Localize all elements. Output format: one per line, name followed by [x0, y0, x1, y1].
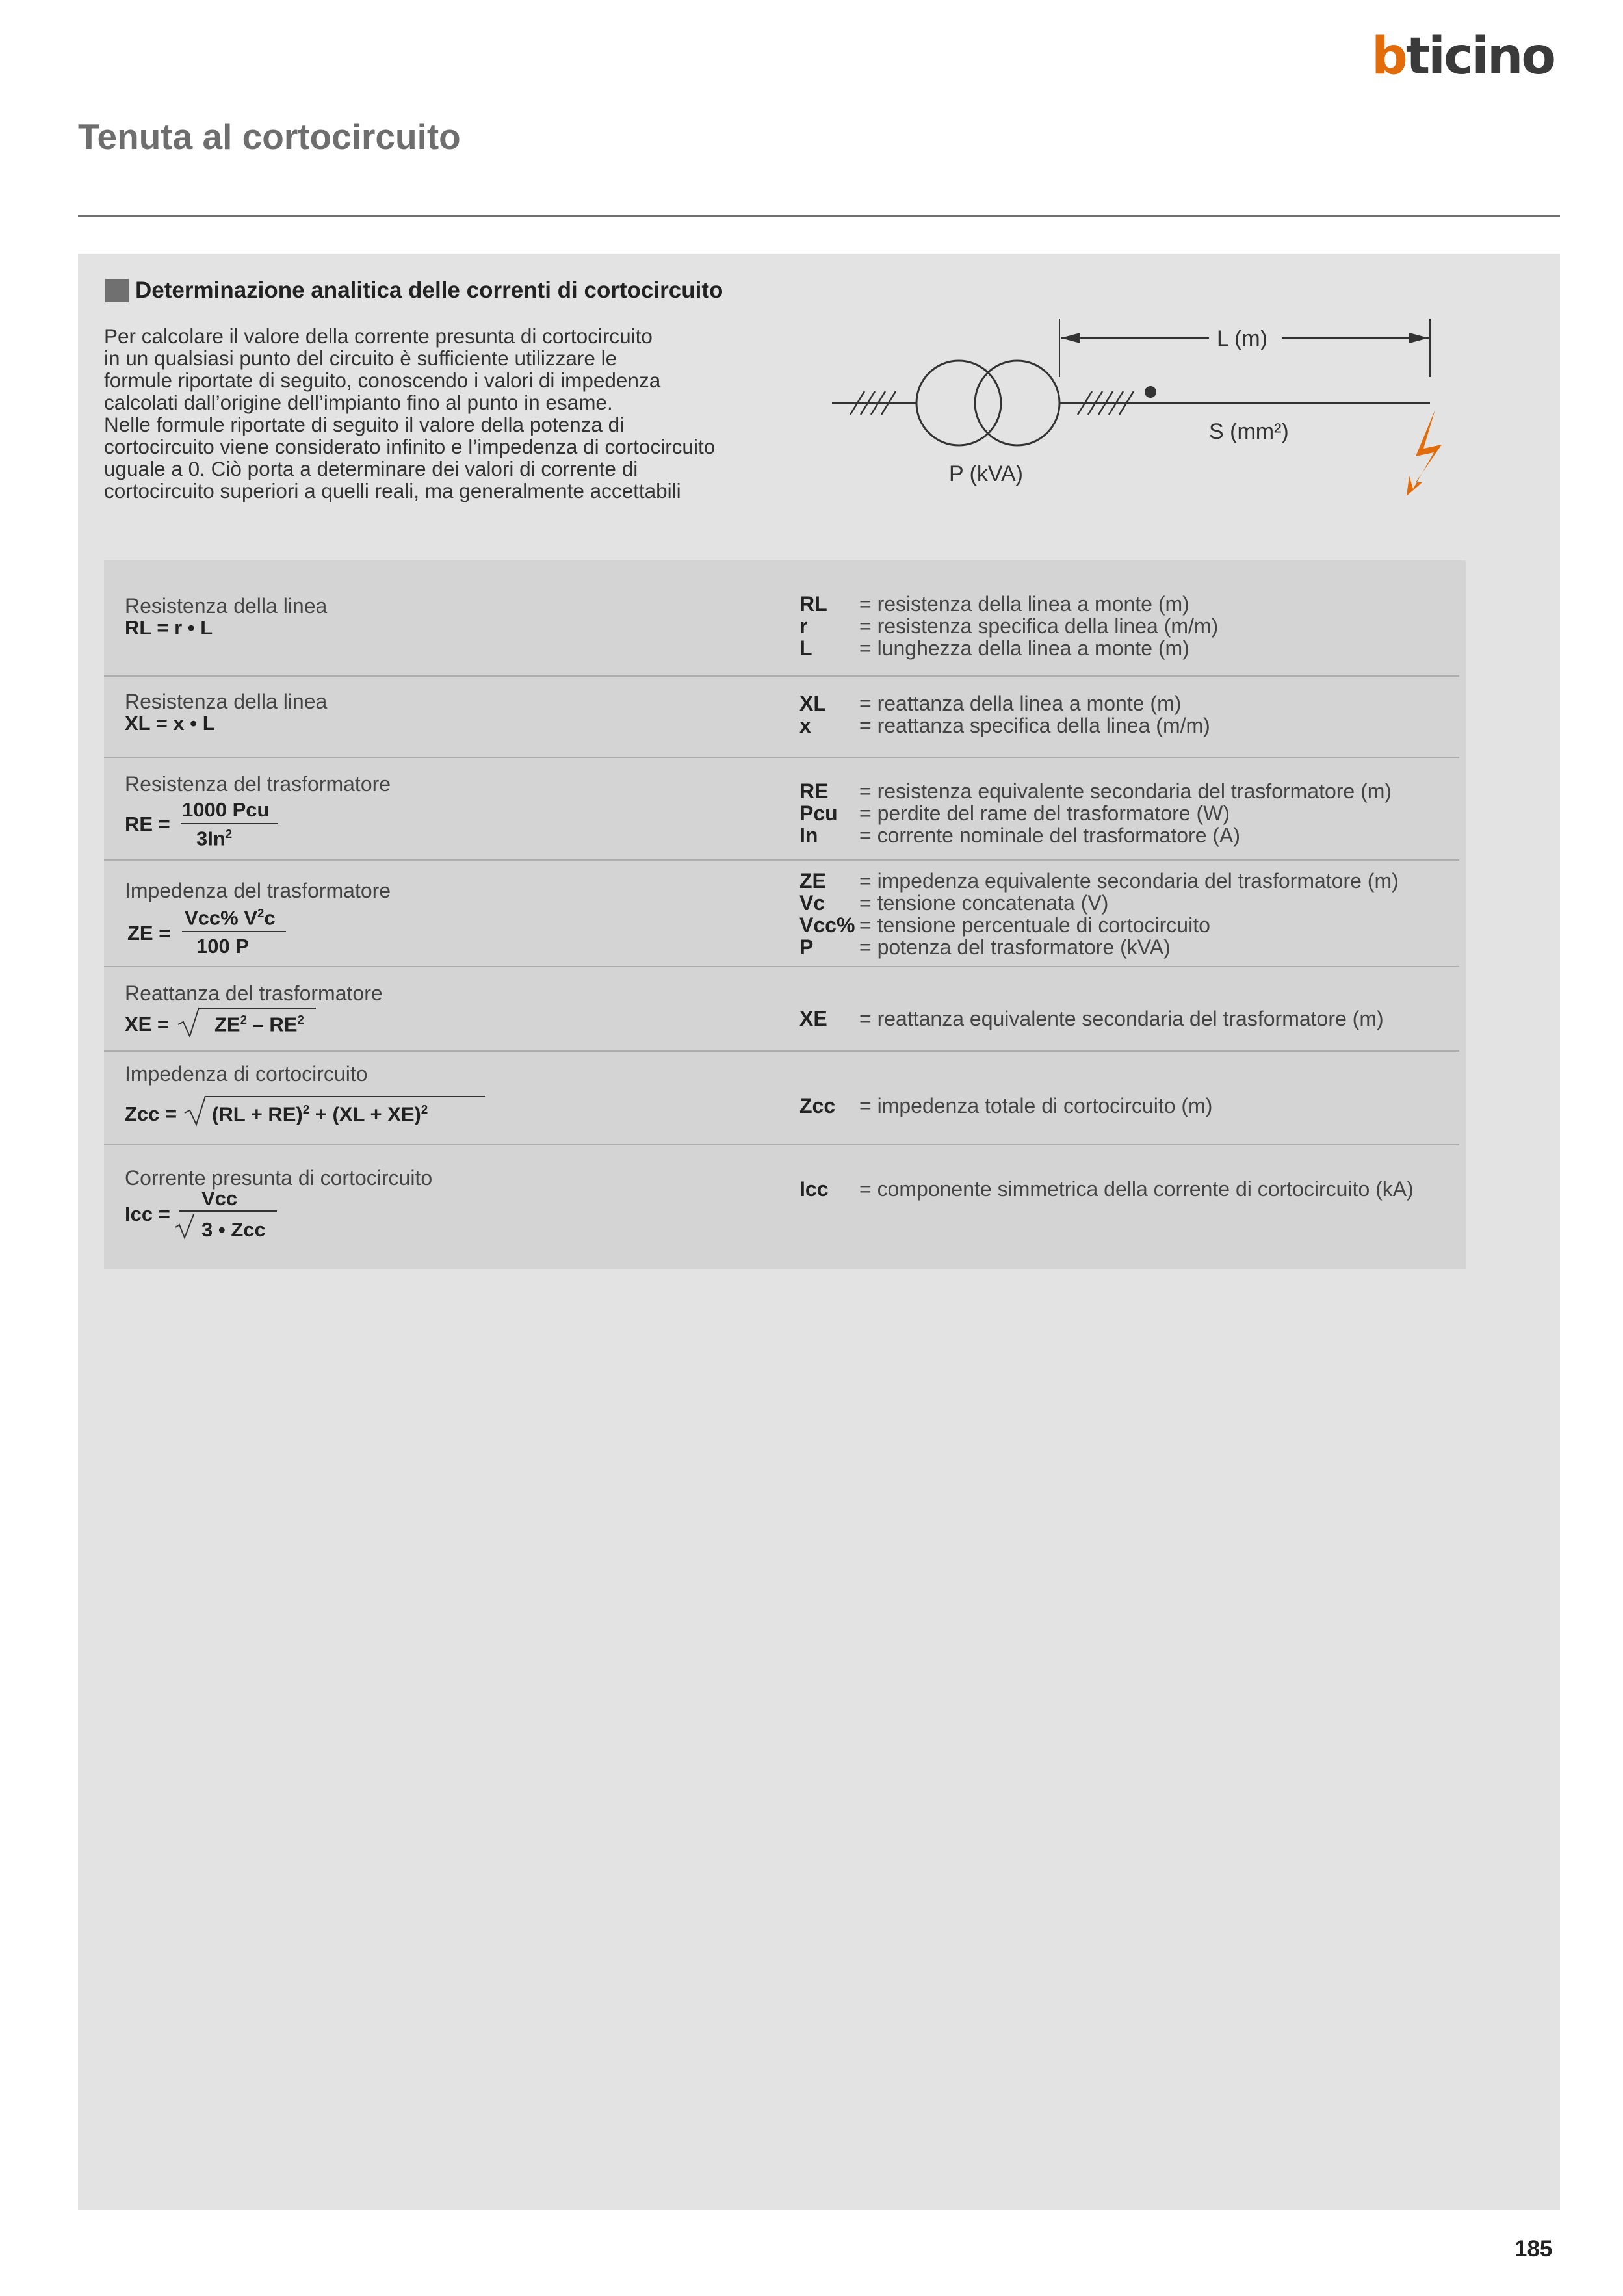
definition: = potenza del trasformatore (kVA) — [859, 935, 1171, 959]
definitions — [799, 1095, 1212, 1117]
intro-line: formule riportate di seguito, conoscendo i valori di impedenza — [104, 369, 661, 392]
symbol: RE — [799, 779, 829, 803]
symbol: P — [799, 935, 814, 959]
formula-lhs: Zcc = — [125, 1102, 177, 1125]
symbol: ZE — [799, 869, 826, 893]
formula-label: Resistenza del trasformatore — [125, 772, 391, 796]
formula-lhs: Icc = — [125, 1203, 170, 1225]
symbol: L — [799, 636, 812, 660]
intro-paragraph — [104, 325, 806, 502]
fraction-bar — [181, 823, 278, 824]
intro-line: uguale a 0. Ciò porta a determinare dei valori di corrente di — [104, 457, 638, 480]
circuit-diagram — [819, 312, 1469, 501]
formula-label: Resistenza della linea — [125, 594, 328, 618]
definition: = resistenza specifica della linea (m/m) — [859, 614, 1219, 638]
formula-lhs: RE = — [125, 813, 170, 835]
radicand: $ZE^2 - RE^2$ — [214, 1013, 304, 1036]
section-heading — [105, 278, 723, 304]
fraction-numerator: Vcc% $V^2c$ — [185, 906, 276, 930]
definitions — [799, 692, 1210, 737]
formula-label: Reattanza del trasformatore — [125, 982, 383, 1005]
table-row — [104, 1145, 1466, 1269]
fraction-denominator: 100 P — [196, 935, 250, 958]
symbol: Vcc% — [799, 913, 855, 937]
formula-label: Corrente presunta di cortocircuito — [125, 1166, 433, 1190]
definition: = lunghezza della linea a monte (m) — [859, 636, 1189, 660]
definition: = resistenza della linea a monte (m) — [859, 592, 1189, 616]
bticino-logo: bticino — [1371, 27, 1554, 86]
definitions — [799, 1178, 1414, 1200]
definition: = tensione percentuale di cortocircuito — [859, 913, 1210, 937]
definitions — [799, 780, 1392, 846]
intro-line: cortocircuito superiori a quelli reali, ma generalmente accettabili — [104, 479, 681, 502]
definition: = reattanza della linea a monte (m) — [859, 692, 1182, 715]
length-label: L (m) — [1217, 326, 1268, 351]
title-divider — [78, 215, 1560, 217]
formula-table — [104, 560, 1466, 1269]
definition: = impedenza totale di cortocircuito (m) — [859, 1094, 1213, 1117]
formula-lhs: XE = — [125, 1013, 170, 1036]
arrow-left-icon — [1061, 333, 1080, 343]
formula-label: Resistenza della linea — [125, 690, 328, 713]
table-row — [104, 967, 1466, 1050]
section-label: S (mm²) — [1209, 419, 1289, 444]
table-row — [104, 677, 1466, 757]
symbol: RL — [799, 592, 827, 616]
square-root-icon — [177, 1006, 203, 1039]
fraction-numerator: Vcc — [201, 1187, 238, 1210]
definition: = resistenza equivalente secondaria del trasformatore (m) — [859, 779, 1392, 803]
radical-bar — [199, 1008, 316, 1009]
definition: = reattanza equivalente secondaria del trasformatore (m) — [859, 1007, 1384, 1030]
intro-line: in un qualsiasi punto del circuito è sufficiente utilizzare le — [104, 346, 617, 370]
symbol: XL — [799, 692, 826, 715]
page-number: 185 — [1514, 2236, 1553, 2262]
table-row — [104, 861, 1466, 966]
square-root-icon — [174, 1213, 198, 1242]
symbol: Icc — [799, 1177, 829, 1201]
formula: RL = r • L — [125, 616, 213, 639]
formula: XL = x • L — [125, 712, 215, 735]
definition: = componente simmetrica della corrente di cortocircuito (kA) — [859, 1177, 1414, 1201]
table-row — [104, 1052, 1466, 1144]
intro-line: Nelle formule riportate di seguito il valore della potenza di — [104, 413, 625, 436]
intro-line: calcolati dall’origine dell’impianto fino al punto in esame. — [104, 391, 613, 414]
short-circuit-bolt-icon — [1407, 410, 1442, 496]
definitions — [799, 593, 1218, 659]
table-row — [104, 560, 1466, 675]
definition: = impedenza equivalente secondaria del trasformatore (m) — [859, 869, 1399, 893]
symbol: Vc — [799, 891, 825, 915]
symbol: x — [799, 714, 811, 737]
formula-label: Impedenza di cortocircuito — [125, 1062, 368, 1086]
junction-dot — [1145, 386, 1156, 398]
radical-bar — [205, 1096, 485, 1097]
formula-lhs: ZE = — [127, 922, 171, 945]
square-bullet-icon — [105, 279, 129, 302]
definition: = corrente nominale del trasformatore (A) — [859, 824, 1241, 847]
definitions — [799, 870, 1399, 958]
section-title: Determinazione analitica delle correnti di cortocircuito — [135, 278, 723, 303]
fraction-bar — [182, 931, 286, 932]
symbol: r — [799, 614, 808, 638]
fraction-bar — [179, 1210, 277, 1212]
arrow-right-icon — [1409, 333, 1429, 343]
definition: = tensione concatenata (V) — [859, 891, 1109, 915]
definitions — [799, 1008, 1384, 1030]
intro-line: Per calcolare il valore della corrente presunta di cortocircuito — [104, 324, 653, 348]
definition: = reattanza specifica della linea (m/m) — [859, 714, 1210, 737]
symbol: In — [799, 824, 818, 847]
square-root-icon — [183, 1095, 209, 1127]
radicand: (RL + RE)$^2$ + (XL + XE)$^2$ — [212, 1102, 428, 1126]
symbol: Pcu — [799, 802, 838, 825]
formula-label: Impedenza del trasformatore — [125, 879, 391, 902]
page-title: Tenuta al cortocircuito — [78, 116, 461, 157]
power-label: P (kVA) — [949, 462, 1023, 486]
fraction-numerator: 1000 Pcu — [182, 798, 270, 821]
table-row — [104, 758, 1466, 859]
fraction-denominator: 3 • Zcc — [201, 1218, 266, 1241]
symbol: Zcc — [799, 1094, 836, 1117]
definition: = perdite del rame del trasformatore (W) — [859, 802, 1230, 825]
symbol: XE — [799, 1007, 827, 1030]
intro-line: cortocircuito viene considerato infinito e l’impedenza di cortocircuito — [104, 435, 716, 458]
fraction-denominator: 3In$^2$ — [196, 827, 233, 850]
transformer-secondary-winding — [975, 361, 1059, 445]
